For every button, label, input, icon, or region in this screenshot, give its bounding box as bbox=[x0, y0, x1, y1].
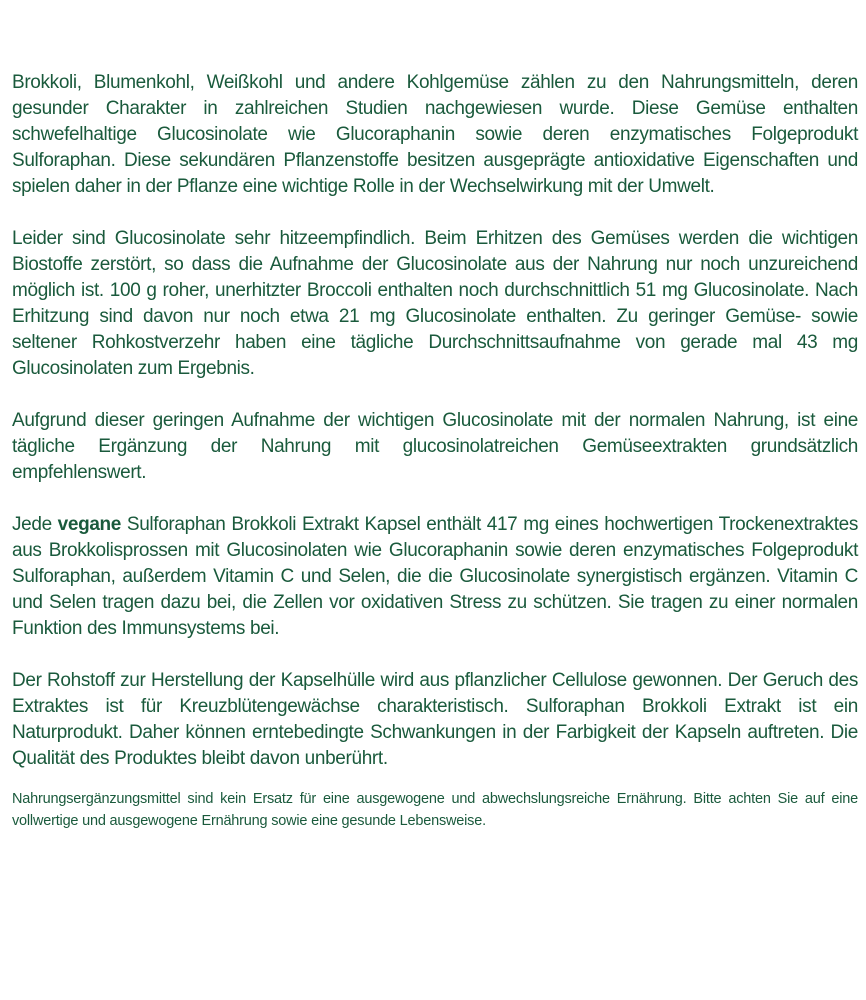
paragraph-intro: Brokkoli, Blumenkohl, Weißkohl und andere Kohlgemüse zählen zu den Nahrungsmitteln, deren gesunder Charakter in zahlreichen Studien nachgewiesen wurde. Diese Gemüse enthalten schwefelhaltige Glucosinolate wie Glucoraphanin sowie deren enzymatisches Folgeprodukt Sulforaphan. Diese sekundären Pflanzenstoffe besitzen ausgeprägte antioxidative Eigenschaften und spielen daher in der Pflanze eine wichtige Rolle in der Wechselwirkung mit der Umwelt. bbox=[12, 72, 858, 197]
disclaimer-note: Nahrungsergänzungsmittel sind kein Ersatz für eine ausgewogene und abwechslungsreiche Ernährung. Bitte achten Sie auf eine vollwertige und ausgewogene Ernährung sowie eine gesunde Lebensweise. bbox=[12, 791, 858, 829]
paragraph-heat-sensitivity: Leider sind Glucosinolate sehr hitzeempfindlich. Beim Erhitzen des Gemüses werden die wichtigen Biostoffe zerstört, so dass die Aufnahme der Glucosinolate aus der Nahrung nur noch unzureichend möglich ist. 100 g roher, unerhitzter Broccoli enthalten noch durchschnittlich 51 mg Glucosinolate. Nach Erhitzung sind davon nur noch etwa 21 mg Glucosinolate enthalten. Zu geringer Gemüse- sowie seltener Rohkostverzehr haben eine tägliche Durchschnittsaufnahme von gerade mal 43 mg Glucosinolaten zum Ergebnis. bbox=[12, 228, 858, 379]
vegan-lead-text: Jede bbox=[12, 514, 58, 535]
paragraph-capsule-contents bbox=[12, 512, 858, 642]
vegan-rest-text: Sulforaphan Brokkoli Extrakt Kapsel enthält 417 mg eines hochwertigen Trockenextraktes aus Brokkolisprossen mit Glucosinolaten wie Glucoraphanin sowie deren enzymatisches Folgeprodukt Sulforaphan, außerdem Vitamin C und Selen, die die Glucosinolate synergistisch ergänzen. Vitamin C und Selen tragen dazu bei, die Zellen vor oxidativen Stress zu schützen. Sie tragen zu einer normalen Funktion des Immunsystems bei. bbox=[12, 514, 858, 639]
product-description bbox=[12, 70, 858, 832]
vegan-emphasis: vegane bbox=[57, 514, 122, 535]
paragraph-raw-material: Der Rohstoff zur Herstellung der Kapselhülle wird aus pflanzlicher Cellulose gewonnen. Der Geruch des Extraktes ist für Kreuzblütengewächse charakteristisch. Sulforaphan Brokkoli Extrakt ist ein Naturprodukt. Daher können erntebedingte Schwankungen in der Farbigkeit der Kapseln auftreten. Die Qualität des Produktes bleibt davon unberührt. bbox=[12, 670, 858, 769]
paragraph-supplement-recommendation: Aufgrund dieser geringen Aufnahme der wichtigen Glucosinolate mit der normalen Nahrung, ist eine tägliche Ergänzung der Nahrung mit glucosinolatreichen Gemüseextrakten grundsätzlich empfehlenswert. bbox=[12, 410, 858, 483]
